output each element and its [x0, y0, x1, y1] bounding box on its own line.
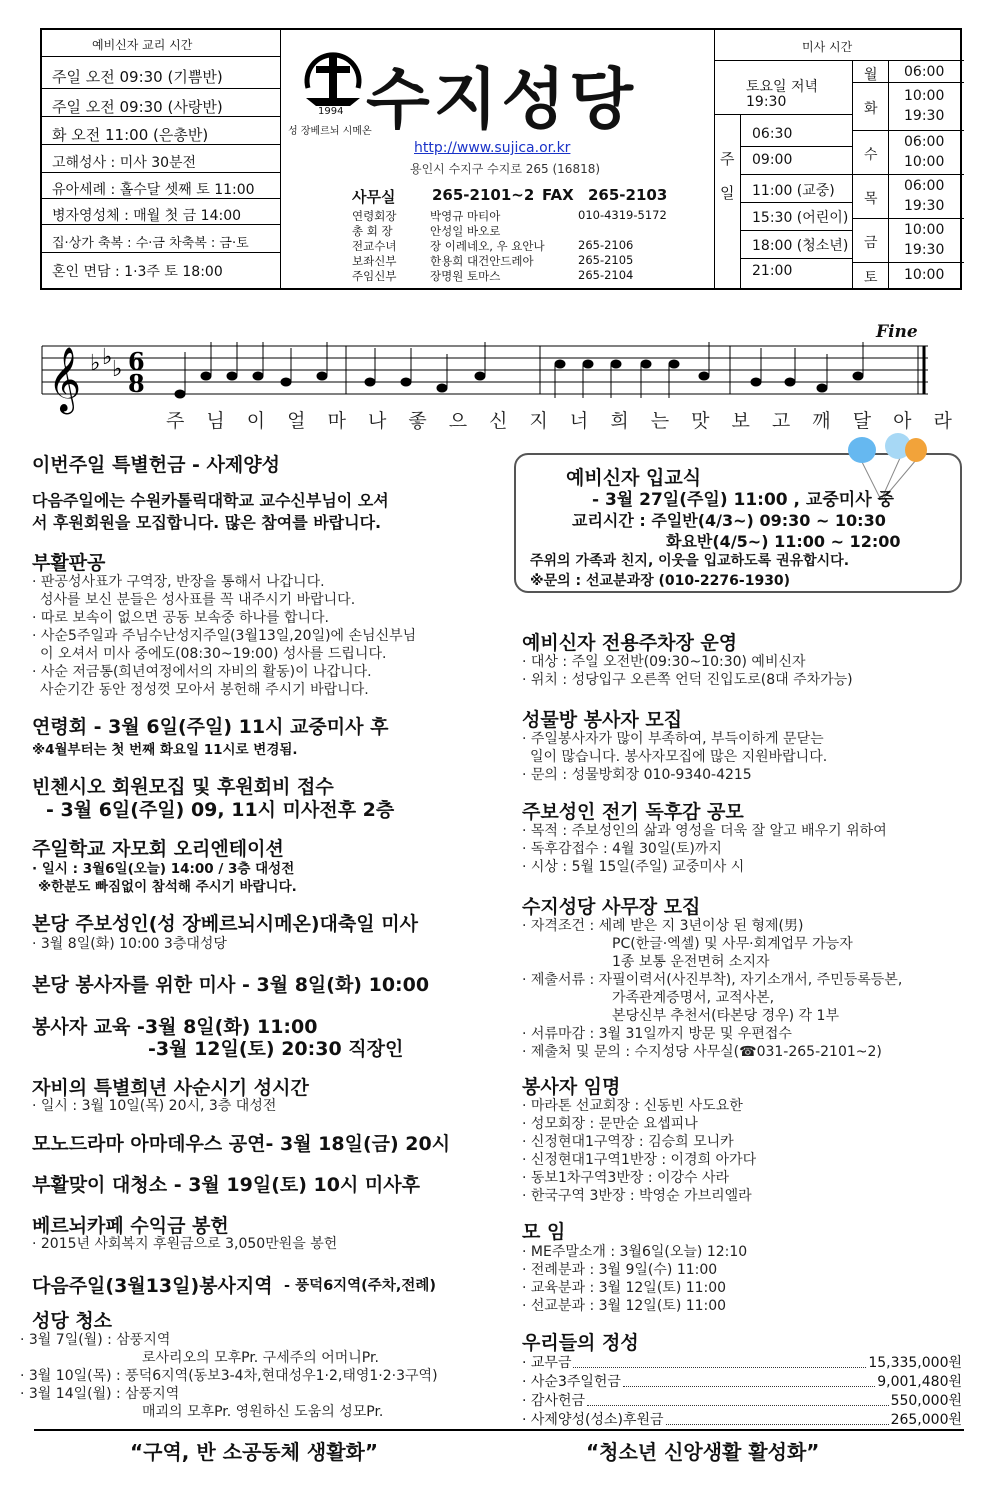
section-text: 이 오셔서 미사 중에도(08:30~19:00) 성사를 드립니다.: [40, 646, 387, 662]
section-text: 사순기간 동안 정성껏 모아서 봉헌해 주시기 바랍니다.: [40, 682, 369, 698]
catechism-row: 혼인 면담 : 1·3주 토 18:00: [52, 264, 223, 280]
logo-caption: 성 장베르뇌 시메온: [288, 126, 372, 137]
staff-phone: 265-2105: [578, 253, 634, 267]
section-text: · 3월 8일(화) 10:00 3층대성당: [32, 936, 227, 952]
box-title: 예비신자 입교식: [566, 467, 702, 489]
section-text: 로사리오의 모후Pr. 구세주의 어머니Pr.: [142, 1350, 379, 1366]
box-text: 화요반(4/5~) 11:00 ~ 12:00: [666, 532, 901, 551]
section-subtitle: - 3월 6일(주일) 09, 11시 미사전후 2층: [46, 799, 395, 821]
section-text: 1종 보통 운전면허 소지자: [612, 954, 770, 970]
weekday-label: 수: [864, 147, 878, 163]
section-text: · 전례분과 : 3월 9일(수) 11:00: [522, 1262, 718, 1278]
section-text: · 문의 : 성물방회장 010-9340-4215: [522, 767, 752, 783]
section-text: ※4월부터는 첫 번째 화요일 11시로 변경됨.: [32, 742, 298, 758]
section-text: · 시상 : 5월 15일(주일) 교중미사 시: [522, 859, 745, 875]
section-title: 모노드라마 아마데우스 공연- 3월 18일(금) 20시: [32, 1133, 451, 1155]
weekday-label: 토: [864, 270, 878, 286]
motto-right: “청소년 신앙생활 활성화”: [586, 1440, 820, 1464]
saturday-label: 토요일 저녁: [746, 79, 819, 95]
catechism-row: 병자영성체 : 매월 첫 금 14:00: [52, 208, 242, 224]
section-text: · 사순 저금통(희년여정에서의 자비의 활동)이 나갑니다.: [32, 664, 372, 680]
catechism-title: 예비신자 교리 시간: [92, 38, 193, 52]
staff-name: 장 이레네오, 우 요안나: [430, 239, 545, 253]
section-text: 매괴의 모후Pr. 영원하신 도움의 성모Pr.: [142, 1404, 384, 1420]
staff-role: 보좌신부: [352, 254, 397, 268]
section-text: · 제출처 및 문의 : 수지성당 사무실(☎031-265-2101~2): [522, 1044, 882, 1060]
section-text: · 주일봉사자가 많이 부족하여, 부득이하게 문닫는: [522, 731, 824, 747]
footer-divider: [34, 1429, 964, 1431]
catechism-row: 유아세례 : 홀수달 셋째 토 11:00: [52, 182, 255, 198]
song-lyrics: 주 님 이 얼 마 나 좋 으 신 지 너 희 는 맛 보 고 깨 달 아 라: [166, 410, 960, 432]
office-label: 사무실: [352, 188, 396, 206]
section-text: 본당신부 추천서(타본당 경우) 각 1부: [612, 1008, 839, 1024]
staff-role: 주임신부: [352, 269, 397, 283]
weekday-time: 19:30: [904, 198, 945, 214]
section-title: 자비의 특별희년 사순시기 성시간: [32, 1077, 309, 1099]
svg-text:♭: ♭: [102, 345, 113, 370]
section-text: · 따로 보속이 없으면 공동 보속중 하나를 합니다.: [32, 610, 330, 626]
section-text: · 동보1차구역3반장 : 이강수 사라: [522, 1170, 730, 1186]
box-text: - 3월 27일(주일) 11:00 , 교중미사 중: [592, 490, 894, 510]
section-text: · 독후감접수 : 4월 30일(토)까지: [522, 841, 722, 857]
section-title: 우리들의 정성: [522, 1332, 639, 1354]
staff-name: 안성일 바오로: [430, 224, 501, 238]
svg-text:6: 6: [128, 347, 145, 376]
section-title: 베르뇌카페 수익금 봉헌: [32, 1215, 229, 1237]
parish-name: 수지성당: [366, 61, 638, 138]
svg-text:8: 8: [128, 369, 145, 398]
catechism-row: 화 오전 11:00 (은총반): [52, 126, 209, 144]
section-text: · 신정현대1구역장 : 김승희 모니카: [522, 1134, 734, 1150]
box-text: 주위의 가족과 친지, 이웃을 입교하도록 권유합시다.: [530, 553, 850, 569]
section-text: · 마라톤 선교회장 : 신동빈 사도요한: [522, 1098, 743, 1114]
section-title: 모 임: [522, 1221, 566, 1243]
offering-row: [522, 1409, 962, 1429]
section-title: 봉사자 임명: [522, 1076, 621, 1098]
section-title: 이번주일 특별헌금 - 사제양성: [32, 454, 280, 476]
section-text: · 3월 10일(목) : 풍덕6지역(동보3-4차,현대성우1·2,태영1·2·3구역): [20, 1368, 438, 1384]
svg-text:♭: ♭: [90, 351, 101, 376]
section-text: · 일시 : 3월 10일(목) 20시, 3층 대성전: [32, 1098, 277, 1114]
offering-label: · 감사헌금: [522, 1393, 585, 1409]
section-title: 연령회 - 3월 6일(주일) 11시 교중미사 후: [32, 716, 389, 738]
offering-label: · 교무금: [522, 1355, 572, 1371]
staff-name: 한용희 대건안드레아: [430, 254, 534, 268]
staff-role: 전교수녀: [352, 239, 397, 253]
address: 용인시 수지구 수지로 265 (16818): [410, 162, 601, 176]
sunday-time: 18:00 (청소년): [752, 238, 849, 254]
music-staff: [40, 318, 960, 438]
weekday-time: 10:00: [904, 267, 945, 283]
section-text: 성사를 보신 분들은 성사표를 꼭 내주시기 바랍니다.: [40, 592, 356, 608]
section-text: · 위치 : 성당입구 오른쪽 언덕 진입도로(8대 주차가능): [522, 672, 853, 688]
weekday-time: 06:00: [904, 178, 945, 194]
section-text: · 한국구역 3반장 : 박영순 가브리엘라: [522, 1188, 752, 1204]
svg-text:𝄞: 𝄞: [48, 347, 82, 412]
weekday-time: 19:30: [904, 242, 945, 258]
section-title: 본당 봉사자를 위한 미사 - 3월 8일(화) 10:00: [32, 974, 430, 996]
section-text: · 3월 7일(월) : 삼풍지역: [20, 1332, 171, 1348]
section-title: 봉사자 교육 -3월 8일(화) 11:00: [32, 1016, 318, 1038]
motto-left: “구역, 반 소공동체 생활화”: [130, 1440, 378, 1464]
section-text: · 제출서류 : 자필이력서(사진부착), 자기소개서, 주민등록등본,: [522, 972, 903, 988]
section-title: 주일학교 자모회 오리엔테이션: [32, 838, 284, 860]
section-text: 일이 많습니다. 봉사자모집에 많은 지원바랍니다.: [530, 749, 828, 765]
section-text: 가족관계증명서, 교적사본,: [612, 990, 775, 1006]
catechism-row: 주일 오전 09:30 (기쁨반): [52, 68, 223, 86]
box-text: ※문의 : 선교분과장 (010-2276-1930): [530, 573, 791, 589]
section-text: · 판공성사표가 구역장, 반장을 통해서 나갑니다.: [32, 574, 325, 590]
weekday-time: 10:00: [904, 154, 945, 170]
section-title: 예비신자 전용주차장 운영: [522, 632, 738, 654]
section-title: 빈첸시오 회원모집 및 후원회비 접수: [32, 776, 334, 798]
offering-amount: 9,001,480원: [877, 1374, 962, 1390]
staff-role: 연령회장: [352, 209, 397, 223]
website-link[interactable]: http://www.sujica.or.kr: [414, 140, 571, 156]
fax-number: 265-2103: [588, 186, 668, 204]
staff-name: 박영규 마티아: [430, 209, 501, 223]
weekday-label: 금: [864, 235, 878, 251]
offering-amount: 265,000원: [890, 1412, 962, 1428]
section-text: · 3월 14일(월) : 삼풍지역: [20, 1386, 180, 1402]
offering-label: · 사제양성(성소)후원금: [522, 1412, 664, 1428]
sunday-time: 15:30 (어린이): [752, 210, 849, 226]
section-title: 성당 청소: [32, 1310, 113, 1332]
sunday-time: 21:00: [752, 263, 793, 279]
section-text: · ME주말소개 : 3월6일(오늘) 12:10: [522, 1244, 748, 1260]
section-text: 다음주일에는 수원카톨릭대학교 교수신부님이 오셔: [32, 491, 389, 510]
section-text: · 신정현대1구역1반장 : 이경희 아가다: [522, 1152, 757, 1168]
catechism-row: 고해성사 : 미사 30분전: [52, 155, 197, 171]
section-text: · 2015년 사회복지 후원금으로 3,050만원을 봉헌: [32, 1236, 338, 1252]
staff-phone: 265-2106: [578, 238, 634, 252]
catechism-row: 주일 오전 09:30 (사랑반): [52, 98, 223, 116]
fax-label: FAX: [542, 186, 574, 204]
office-phone: 265-2101~2: [432, 186, 535, 204]
mass-title: 미사 시간: [802, 40, 853, 54]
section-title: 본당 주보성인(성 장베르뇌시메온)대축일 미사: [32, 913, 418, 935]
section-text: · 목적 : 주보성인의 삶과 영성을 더욱 잘 알고 배우기 위하여: [522, 823, 887, 839]
catechism-row: 집·상가 축복 : 수·금 차축복 : 금·토: [52, 236, 249, 251]
section-text: · 일시 : 3월6일(오늘) 14:00 / 3층 대성전: [32, 861, 295, 877]
staff-phone: 265-2104: [578, 268, 634, 282]
section-text: · 선교분과 : 3월 12일(토) 11:00: [522, 1298, 727, 1314]
logo-year: 1994: [318, 106, 344, 117]
offering-label: · 사순3주일헌금: [522, 1374, 621, 1390]
section-title: 부활맞이 대청소 - 3월 19일(토) 10시 미사후: [32, 1174, 420, 1196]
saturday-time: 19:30: [746, 94, 787, 110]
section-text: · 서류마감 : 3월 31일까지 방문 및 우편접수: [522, 1026, 792, 1042]
sunday-time: 06:30: [752, 126, 793, 142]
weekday-label: 월: [864, 67, 878, 83]
sunday-time: 11:00 (교중): [752, 183, 835, 199]
section-text: 서 후원회원을 모집합니다. 많은 참여를 바랍니다.: [32, 513, 382, 532]
section-text: PC(한글·엑셀) 및 사무·회계업무 가능자: [612, 936, 853, 952]
staff-role: 총 회 장: [352, 224, 393, 238]
section-title: 성물방 봉사자 모집: [522, 709, 683, 731]
weekday-time: 10:00: [904, 222, 945, 238]
staff-phone: 010-4319-5172: [578, 208, 667, 222]
offering-row: [522, 1390, 962, 1410]
section-subtitle: -3월 12일(토) 20:30 직장인: [148, 1038, 404, 1060]
svg-text:♭: ♭: [112, 357, 123, 382]
weekday-time: 06:00: [904, 134, 945, 150]
section-text: - 풍덕6지역(주차,전례): [284, 1278, 436, 1294]
weekday-label: 목: [864, 191, 878, 207]
weekday-time: 06:00: [904, 64, 945, 80]
section-title: 수지성당 사무장 모집: [522, 896, 701, 918]
section-title: 부활판공: [32, 552, 106, 574]
offering-amount: 15,335,000원: [868, 1355, 962, 1371]
offering-row: [522, 1352, 962, 1372]
offering-amount: 550,000원: [890, 1393, 962, 1409]
weekday-label: 화: [864, 101, 878, 117]
section-text: · 대상 : 주일 오전반(09:30~10:30) 예비신자: [522, 654, 806, 670]
offering-row: [522, 1371, 962, 1391]
section-text: · 성모회장 : 문만순 요셉피나: [522, 1116, 698, 1132]
staff-name: 장명원 토마스: [430, 269, 501, 283]
section-text: · 사순5주일과 주님수난성지주일(3월13일,20일)에 손님신부님: [32, 628, 417, 644]
section-text: · 자격조건 : 세례 받은 지 3년이상 된 형제(男): [522, 918, 804, 934]
section-text: ※한분도 빠짐없이 참석해 주시기 바랍니다.: [38, 879, 297, 895]
box-text: 교리시간 : 주일반(4/3~) 09:30 ~ 10:30: [572, 511, 886, 530]
sunday-time: 09:00: [752, 152, 793, 168]
section-text: · 교육분과 : 3월 12일(토) 11:00: [522, 1280, 727, 1296]
sunday-label: 주일: [720, 150, 735, 202]
bulletin-header: [40, 28, 962, 290]
weekday-time: 19:30: [904, 108, 945, 124]
section-title: 다음주일(3월13일)봉사지역: [32, 1275, 273, 1297]
fine-marking: Fine: [876, 322, 918, 342]
weekday-time: 10:00: [904, 88, 945, 104]
section-title: 주보성인 전기 독후감 공모: [522, 801, 744, 823]
